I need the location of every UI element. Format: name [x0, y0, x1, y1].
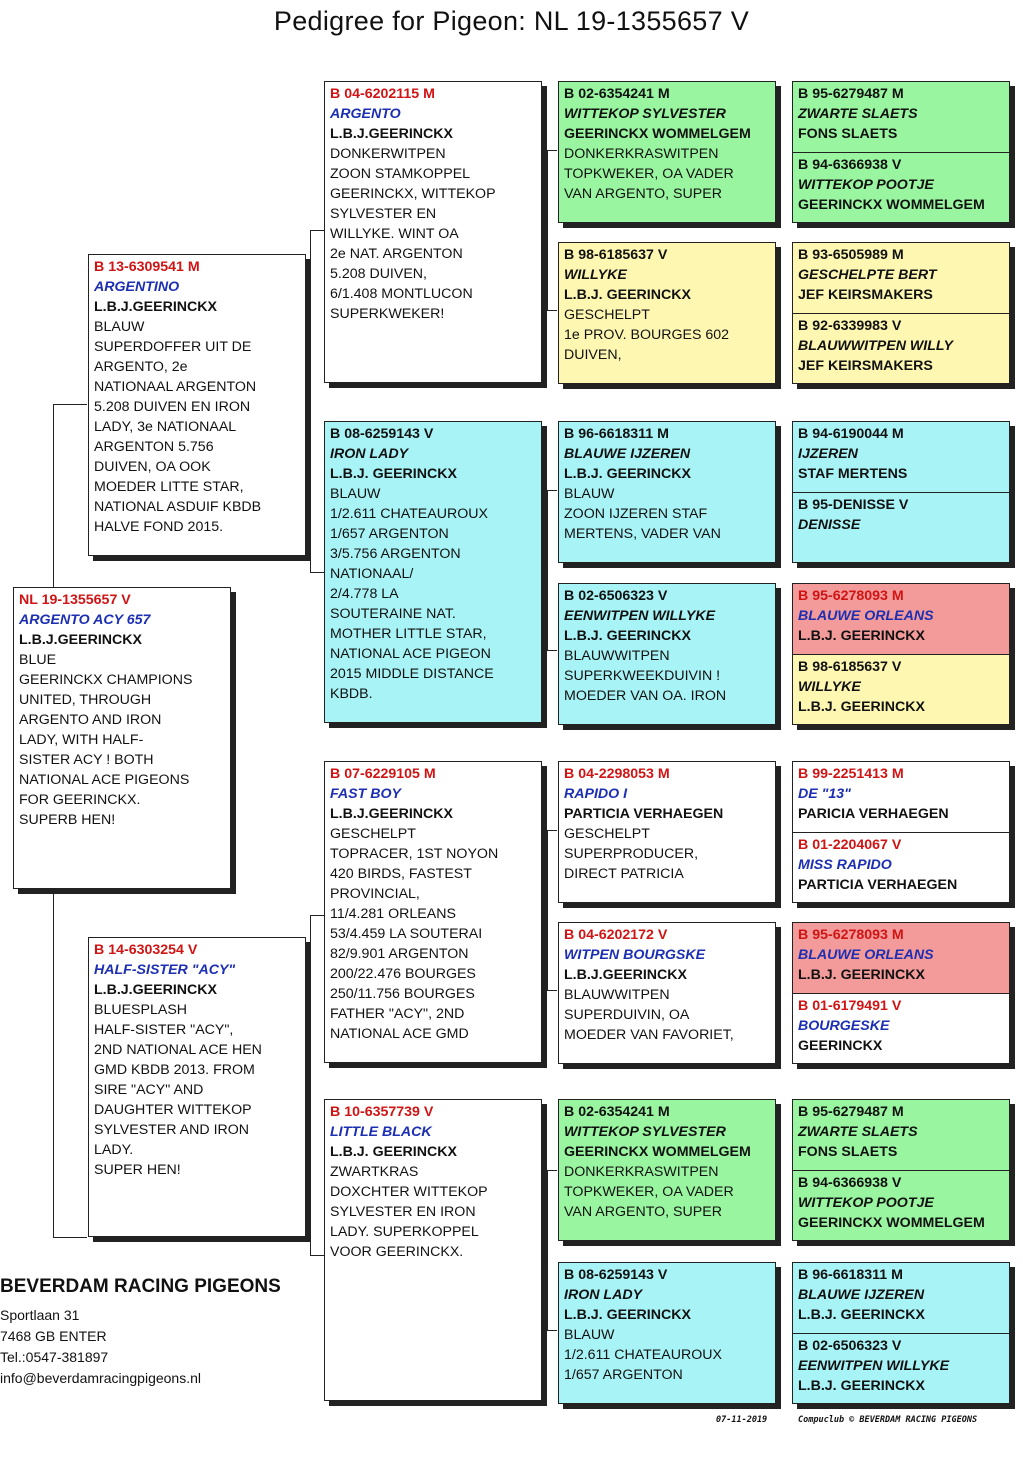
ancestor-entry[interactable] — [793, 492, 1009, 563]
pigeon-name: ZWARTE SLAETS — [798, 106, 918, 122]
pigeon-notes: BLAUW 1/2.611 CHATEAUROUX 1/657 ARGENTON 3/5.756 ARGENTON NATIONAAL/ 2/4.778 LA SOUTERAINE NAT. MOTHER LITTLE STAR, NATIONAL ACE PIGEON 2015 MIDDLE DISTANCE KBDB. — [330, 486, 494, 702]
great-grandparent-card[interactable] — [558, 242, 776, 384]
connector-line — [53, 404, 87, 405]
pigeon-notes: BLAUW ZOON IJZEREN STAF MERTENS, VADER VAN — [564, 486, 721, 542]
owner-name: L.B.J. GEERINCKX — [330, 466, 457, 482]
phone-number: Tel.:0547-381897 — [0, 1349, 109, 1365]
ring-number: B 01-6179491 V — [798, 998, 902, 1014]
ring-number: B 08-6259143 V — [330, 426, 434, 442]
connector-line — [547, 1170, 557, 1171]
pigeon-name: DE "13" — [798, 786, 851, 802]
pigeon-name: BLAUWE ORLEANS — [798, 608, 934, 624]
owner-name: GEERINCKX WOMMELGEM — [564, 126, 751, 142]
connector-line — [547, 990, 557, 991]
pigeon-name: ARGENTO ACY 657 — [19, 612, 151, 628]
ancestor-entry[interactable] — [793, 762, 1009, 832]
software-credit: Compuclub © BEVERDAM RACING PIGEONS — [798, 1415, 978, 1425]
grandsire-maternal-card[interactable] — [324, 761, 542, 1063]
ancestor-entry[interactable] — [793, 1100, 1009, 1170]
ancestor-pair-card — [792, 1099, 1010, 1241]
connector-line — [53, 1237, 87, 1238]
pigeon-name: MISS RAPIDO — [798, 857, 892, 873]
ring-number: B 08-6259143 V — [564, 1267, 668, 1283]
connector-line — [547, 830, 548, 990]
pigeon-name: HALF-SISTER "ACY" — [94, 962, 236, 978]
owner-name: PARTICIA VERHAEGEN — [564, 806, 724, 822]
great-grandparent-card[interactable] — [558, 1262, 776, 1404]
pigeon-notes: DONKERKRASWITPEN TOPKWEKER, OA VADER VAN ARGENTO, SUPER — [564, 1164, 734, 1220]
owner-name: L.B.J.GEERINCKX — [19, 632, 142, 648]
ancestor-entry[interactable] — [793, 1263, 1009, 1333]
connector-line — [310, 915, 311, 1255]
ancestor-pair-card — [792, 242, 1010, 384]
pigeon-name: BLAUWE IJZEREN — [564, 446, 691, 462]
pigeon-name: LITTLE BLACK — [330, 1124, 432, 1140]
pigeon-name: GESCHELPTE BERT — [798, 267, 937, 283]
ancestor-entry[interactable] — [793, 923, 1009, 993]
ring-number: B 92-6339983 V — [798, 318, 902, 334]
grandsire-paternal-card[interactable] — [324, 81, 542, 383]
ring-number: B 02-6354241 M — [564, 86, 670, 102]
ring-number: B 94-6190044 M — [798, 426, 904, 442]
ring-number: B 95-6278093 M — [798, 588, 904, 604]
pigeon-name: IJZEREN — [798, 446, 858, 462]
email-address[interactable]: info@beverdamracingpigeons.nl — [0, 1370, 201, 1386]
ancestor-pair-card — [792, 421, 1010, 563]
owner-name: L.B.J.GEERINCKX — [330, 126, 453, 142]
ring-number: B 13-6309541 M — [94, 259, 200, 275]
ancestor-pair-card — [792, 1262, 1010, 1404]
pigeon-name: BOURGESKE — [798, 1018, 890, 1034]
connector-line — [310, 230, 324, 231]
ring-number: B 96-6618311 M — [564, 426, 669, 442]
ancestor-entry[interactable] — [793, 313, 1009, 384]
sire-card[interactable] — [88, 254, 306, 556]
granddam-paternal-card[interactable] — [324, 421, 542, 723]
connector-line — [310, 1255, 324, 1256]
pigeon-notes: BLAUWWITPEN SUPERKWEEKDUIVIN ! MOEDER VAN OA. IRON — [564, 648, 727, 704]
great-grandparent-card[interactable] — [558, 583, 776, 725]
owner-name: L.B.J. GEERINCKX — [330, 1144, 457, 1160]
ring-number: B 95-DENISSE V — [798, 497, 909, 513]
owner-name: PARICIA VERHAEGEN — [798, 806, 949, 822]
ring-number: B 95-6279487 M — [798, 1104, 904, 1120]
ring-number: B 14-6303254 V — [94, 942, 198, 958]
owner-name: L.B.J. GEERINCKX — [564, 466, 691, 482]
pigeon-notes: BLAUW SUPERDOFFER UIT DE ARGENTO, 2e NATIONAAL ARGENTON 5.208 DUIVEN EN IRON LADY, 3e NATIONAAL ARGENTON 5.756 DUIVEN, OA OOK MOEDER LITTE STAR, NATIONAL ASDUIF KBDB HALVE FOND 2015. — [94, 319, 262, 535]
owner-name: GEERINCKX WOMMELGEM — [798, 1215, 985, 1231]
ancestor-entry[interactable] — [793, 584, 1009, 654]
pigeon-name: EENWITPEN WILLYKE — [798, 1358, 950, 1374]
ancestor-pair-card — [792, 81, 1010, 223]
ring-number: B 04-6202172 V — [564, 927, 668, 943]
owner-name: L.B.J. GEERINCKX — [798, 1378, 925, 1394]
ancestor-entry[interactable] — [793, 422, 1009, 492]
pigeon-notes: BLAUW 1/2.611 CHATEAUROUX 1/657 ARGENTON — [564, 1327, 722, 1383]
owner-name: L.B.J. GEERINCKX — [798, 699, 925, 715]
owner-name: STAF MERTENS — [798, 466, 908, 482]
connector-line — [547, 310, 557, 311]
connector-line — [310, 230, 311, 572]
owner-name: JEF KEIRSMAKERS — [798, 287, 933, 303]
ring-number: B 04-2298053 M — [564, 766, 670, 782]
owner-name: GEERINCKX WOMMELGEM — [798, 197, 985, 213]
owner-name: L.B.J. GEERINCKX — [798, 967, 925, 983]
ring-number: B 02-6506323 V — [564, 588, 668, 604]
pigeon-name: IRON LADY — [330, 446, 409, 462]
ancestor-entry[interactable] — [793, 1333, 1009, 1404]
ring-number: B 01-2204067 V — [798, 837, 902, 853]
ancestor-entry[interactable] — [793, 82, 1009, 152]
owner-name: FONS SLAETS — [798, 126, 898, 142]
connector-line — [547, 830, 557, 831]
pigeon-name: BLAUWWITPEN WILLY — [798, 338, 953, 354]
pigeon-name: WITTEKOP SYLVESTER — [564, 106, 726, 122]
great-grandparent-card[interactable] — [558, 922, 776, 1064]
address-street: Sportlaan 31 — [0, 1307, 80, 1323]
ring-number: B 98-6185637 V — [798, 659, 902, 675]
great-grandparent-card[interactable] — [558, 1099, 776, 1241]
ring-number: NL 19-1355657 V — [19, 592, 131, 608]
great-grandparent-card[interactable] — [558, 761, 776, 903]
pigeon-notes: DONKERKRASWITPEN TOPKWEKER, OA VADER VAN ARGENTO, SUPER — [564, 146, 734, 202]
ring-number: B 02-6506323 V — [798, 1338, 902, 1354]
great-grandparent-card[interactable] — [558, 81, 776, 223]
pigeon-name: DENISSE — [798, 517, 861, 533]
great-grandparent-card[interactable] — [558, 421, 776, 563]
pigeon-card[interactable] — [13, 587, 231, 889]
pigeon-name: WITPEN BOURGSKE — [564, 947, 706, 963]
owner-name: FONS SLAETS — [798, 1144, 898, 1160]
ancestor-pair-card — [792, 583, 1010, 725]
owner-name: L.B.J.GEERINCKX — [564, 967, 687, 983]
pigeon-name: IRON LADY — [564, 1287, 643, 1303]
pigeon-notes: BLUESPLASH HALF-SISTER "ACY", 2ND NATIONAL ACE HEN GMD KBDB 2013. FROM SIRE "ACY" AND DAUGHTER WITTEKOP SYLVESTER AND IRON LADY. SUPER HEN! — [94, 1002, 262, 1178]
connector-line — [547, 150, 557, 151]
connector-line — [310, 915, 324, 916]
pigeon-name: WITTEKOP POOTJE — [798, 1195, 934, 1211]
connector-line — [547, 1330, 557, 1331]
owner-name: GEERINCKX WOMMELGEM — [564, 1144, 751, 1160]
pigeon-name: ARGENTINO — [94, 279, 180, 295]
pigeon-name: WILLYKE — [798, 679, 861, 695]
owner-name: L.B.J. GEERINCKX — [564, 628, 691, 644]
owner-name: L.B.J.GEERINCKX — [330, 806, 453, 822]
connector-line — [310, 572, 324, 573]
ancestor-entry[interactable] — [793, 1170, 1009, 1241]
pigeon-notes: ZWARTKRAS DOXCHTER WITTEKOP SYLVESTER EN IRON LADY. SUPERKOPPEL VOOR GEERINCKX. — [330, 1164, 488, 1260]
ring-number: B 96-6618311 M — [798, 1267, 903, 1283]
pigeon-notes: BLUE GEERINCKX CHAMPIONS UNITED, THROUGH ARGENTO AND IRON LADY, WITH HALF- SISTER ACY ! BOTH NATIONAL ACE PIGEONS FOR GEERINCKX. SUPERB HEN! — [19, 652, 193, 828]
page-title: Pedigree for Pigeon: NL 19-1355657 V — [273, 6, 750, 36]
owner-name: L.B.J.GEERINCKX — [94, 982, 217, 998]
pigeon-name: BLAUWE IJZEREN — [798, 1287, 925, 1303]
ring-number: B 95-6279487 M — [798, 86, 904, 102]
ring-number: B 10-6357739 V — [330, 1104, 434, 1120]
ring-number: B 04-6202115 M — [330, 86, 435, 102]
ancestor-entry[interactable] — [793, 152, 1009, 223]
ancestor-entry[interactable] — [793, 654, 1009, 725]
ring-number: B 02-6354241 M — [564, 1104, 670, 1120]
connector-line — [547, 1170, 548, 1330]
dam-card[interactable] — [88, 937, 306, 1237]
owner-name: L.B.J.GEERINCKX — [94, 299, 217, 315]
ring-number: B 94-6366938 V — [798, 157, 902, 173]
pigeon-name: ARGENTO — [330, 106, 401, 122]
pigeon-notes: DONKERWITPEN ZOON STAMKOPPEL GEERINCKX, WITTEKOP SYLVESTER EN WILLYKE. WINT OA 2e NAT. ARGENTON 5.208 DUIVEN, 6/1.408 MONTLUCON SUPERKWEKER! — [330, 146, 496, 322]
ring-number: B 94-6366938 V — [798, 1175, 902, 1191]
owner-name: L.B.J. GEERINCKX — [798, 1307, 925, 1323]
pigeon-notes: GESCHELPT 1e PROV. BOURGES 602 DUIVEN, — [564, 307, 730, 363]
pigeon-name: EENWITPEN WILLYKE — [564, 608, 716, 624]
owner-name: L.B.J. GEERINCKX — [798, 628, 925, 644]
pigeon-name: FAST BOY — [330, 786, 401, 802]
pigeon-name: WILLYKE — [564, 267, 627, 283]
owner-name: JEF KEIRSMAKERS — [798, 358, 933, 374]
connector-line — [547, 650, 557, 651]
ancestor-pair-card — [792, 761, 1010, 903]
ancestor-entry[interactable] — [793, 832, 1009, 903]
granddam-maternal-card[interactable] — [324, 1099, 542, 1401]
ring-number: B 99-2251413 M — [798, 766, 904, 782]
ancestor-entry[interactable] — [793, 993, 1009, 1064]
pigeon-notes: BLAUWWITPEN SUPERDUIVIN, OA MOEDER VAN FAVORIET, — [564, 987, 734, 1043]
ring-number: B 07-6229105 M — [330, 766, 436, 782]
pigeon-notes: GESCHELPT SUPERPRODUCER, DIRECT PATRICIA — [564, 826, 699, 882]
connector-line — [547, 490, 548, 650]
owner-name: L.B.J. GEERINCKX — [564, 1307, 691, 1323]
loft-name: BEVERDAM RACING PIGEONS — [0, 1276, 281, 1297]
owner-name: PARTICIA VERHAEGEN — [798, 877, 958, 893]
ring-number: B 95-6278093 M — [798, 927, 904, 943]
pigeon-name: RAPIDO I — [564, 786, 628, 802]
ring-number: B 98-6185637 V — [564, 247, 668, 263]
ancestor-pair-card — [792, 922, 1010, 1064]
pigeon-name: BLAUWE ORLEANS — [798, 947, 934, 963]
pigeon-name: ZWARTE SLAETS — [798, 1124, 918, 1140]
owner-name: L.B.J. GEERINCKX — [564, 287, 691, 303]
print-date: 07-11-2019 — [716, 1415, 768, 1425]
pigeon-notes: GESCHELPT TOPRACER, 1ST NOYON 420 BIRDS, FASTEST PROVINCIAL, 11/4.281 ORLEANS 53/4.459 LA SOUTERAI 82/9.901 ARGENTON 200/22.476 BOURGES 250/11.756 BOURGES FATHER "ACY", 2ND NATIONAL ACE GMD — [330, 826, 499, 1042]
ring-number: B 93-6505989 M — [798, 247, 904, 263]
pigeon-name: WITTEKOP POOTJE — [798, 177, 934, 193]
connector-line — [547, 490, 557, 491]
connector-line — [547, 150, 548, 310]
owner-name: GEERINCKX — [798, 1038, 883, 1054]
pigeon-name: WITTEKOP SYLVESTER — [564, 1124, 726, 1140]
address-city: 7468 GB ENTER — [0, 1328, 107, 1344]
ancestor-entry[interactable] — [793, 243, 1009, 313]
